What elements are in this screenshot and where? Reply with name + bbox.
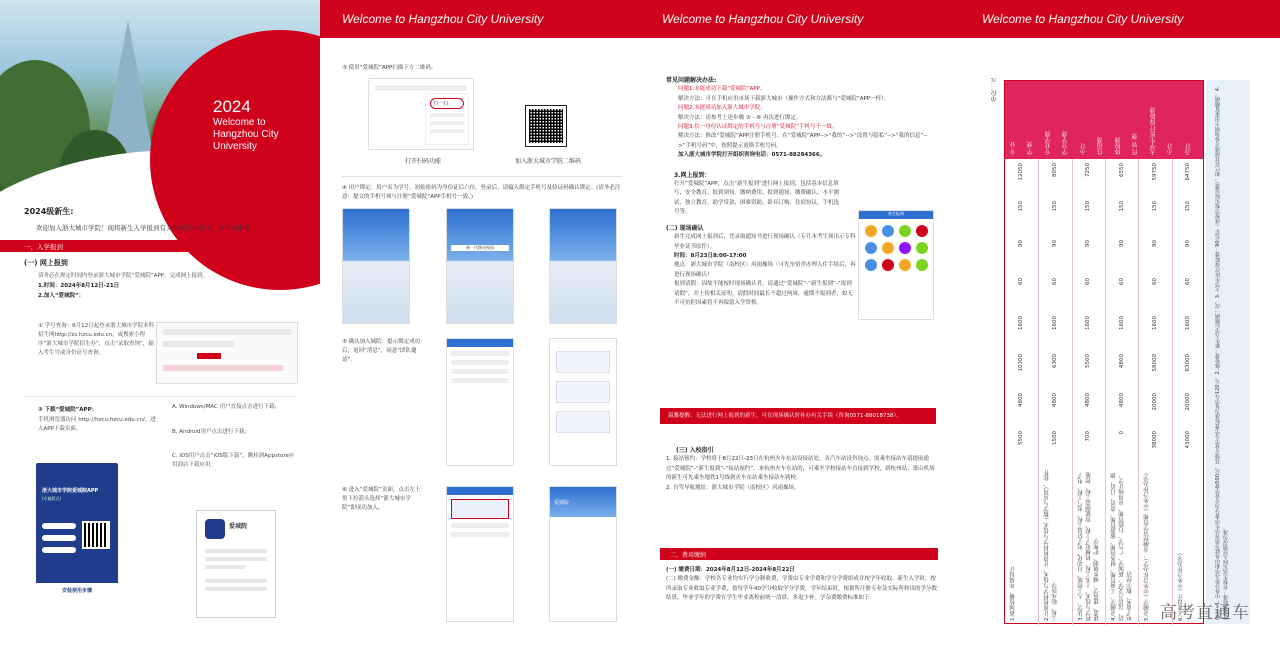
- panel-header: Welcome to Hangzhou City University: [640, 0, 960, 38]
- registration-time: 1.时间：2024年8月12日-21日: [38, 283, 120, 289]
- faq-title: 常见问题解决办法:: [666, 77, 717, 84]
- nav-text: 2. 自驾导航地址：浙大城市学院（南校区）风雨操场。: [666, 484, 800, 491]
- fee-cell: 150: [1017, 201, 1024, 212]
- fee-header-8: 大学生医疗保险费: [1149, 107, 1157, 155]
- faq-q1: 问题1.未能成功下载“爱城院”APP。: [678, 86, 766, 93]
- fee-cell: 150: [1151, 201, 1158, 212]
- fee-cell: 1600: [1017, 316, 1024, 330]
- fee-date: (一) 缴费日期：2024年8月12日-2024年8月22日: [666, 567, 795, 573]
- android-download-button[interactable]: [42, 535, 76, 541]
- online-registration-text: 请务必在规定时间内登录浙大城市学院“爱城院”APP，完成网上报到。: [38, 273, 209, 279]
- panel-app-steps: [320, 0, 640, 651]
- fee-cell: 60: [1085, 277, 1092, 285]
- caption-qr: 加入浙大城市学院二维码: [514, 158, 581, 165]
- bind-screenshot: [446, 208, 514, 324]
- fee-notes: [1206, 80, 1250, 624]
- onsite-time: 时间：8月23日8:00-17:00: [674, 252, 747, 259]
- step2-text: 手机浏览器访问 http://hzcu.hzcu.edu.cn/，进入APP下载页面。: [38, 417, 156, 432]
- fee-cell: 4800: [1085, 392, 1092, 407]
- fee-cell: 150: [1185, 201, 1192, 212]
- message-screenshot: [446, 338, 514, 466]
- fee-cell: 0: [1118, 430, 1125, 435]
- fee-cell: 12050: [1017, 163, 1024, 181]
- app-logo-icon: [205, 519, 225, 539]
- onsite-place: 地点：浙大城市学院（南校区）风雨操场（可先至宿舍办理入住手续后，再进行现场确认）: [674, 262, 856, 278]
- windows-download-button[interactable]: [42, 523, 76, 529]
- hero-line-2: Hangzhou City: [213, 129, 279, 140]
- app-banner: 新一代移动校园: [451, 245, 509, 251]
- fee-cell: 10300: [1017, 354, 1024, 372]
- faq-a2: 解决方法：请参考上述步骤 ③ - ⑥ 再次进行绑定。: [678, 114, 802, 121]
- fee-header-10: 合计: [1184, 143, 1192, 155]
- online-reg-text: 打开“爱城院”APP，点击“新生报到”进行网上报到，包括基本信息填写、安全教育、报到须知、缴纳费用、报到通知、缴费确认、水平测试、独立教育、助学贷款、困难资助、卧具订购、住宿协议、手机选号等。: [674, 181, 840, 216]
- fee-cell: 6300: [1051, 354, 1058, 369]
- panel-cover: [0, 0, 320, 651]
- campus-screenshot: [549, 208, 617, 324]
- scan-menu-screenshot: [368, 78, 474, 150]
- fee-cell: 38000: [1151, 430, 1158, 449]
- fee-cell: 1600: [1185, 316, 1192, 330]
- onsite-title: (二) 现场确认: [666, 224, 704, 232]
- fee-major: 5.金融学（中外合作办学）、金融经济学管理（中外合作办学）: [1144, 470, 1151, 621]
- step4-text: ④ 用户绑定：用户名为学号，初始密码为身份证后六位。登录后，请输入绑定手机号及验证码确认绑定。(请务必注意：提交的手机号须与注册“爱城院”APP手机号一致。): [342, 185, 621, 200]
- ios-download-button[interactable]: [42, 547, 76, 553]
- online-registration-title: (一) 网上报到: [24, 259, 68, 267]
- fee-row: [1138, 159, 1171, 625]
- app-store-screenshot: [196, 510, 276, 618]
- fee-header-4: 小计: [1079, 143, 1087, 155]
- app-store-name: 爱城院: [229, 523, 248, 530]
- step3-text: ③ 使用“爱城院”APP扫描下方二维码。: [342, 65, 437, 71]
- faq-a1: 解决方法：可在手机应用市场下载浙大城市（操作方式和方法都与“爱城院”APP一样）。: [678, 95, 890, 102]
- fee-cell: 150: [1051, 201, 1058, 212]
- fee-note-text: 备注：1. 中外合作办学和中外联合培养学生学费分为专业学费500元，其他专业学分学费标准为每学分120元。2. 体检费：新生入学后缴纳一次。3. 大学生医疗保险费：90元/年（或按学校实际交费），如已在其他地方参加则不用重复缴纳。4. 住宿费标准：在校生以实际入住情况为准。: [1215, 86, 1229, 620]
- faq-contact: 加入浙大城市学院打开组织咨询电话：0571-88284366。: [678, 152, 826, 159]
- os-ios: C. iOS用户点击“iOS版下载”，跳转到Appstore应用商店下载应用。: [172, 453, 295, 468]
- fee-cell: 5500: [1085, 354, 1092, 369]
- fee-cell: 90: [1051, 239, 1058, 247]
- fee-major: 4.金融学、工商管理、财务管理、旅游管理、英语、日语、德语、汉语言文学、新闻学、广告学、行政管理、应用统计学、电子商务、数字经济: [1111, 472, 1133, 621]
- panel-faq: [640, 0, 960, 651]
- fee-cell: 1600: [1151, 316, 1158, 330]
- login-screenshot: [342, 208, 410, 324]
- fee-cell: 1600: [1085, 316, 1092, 330]
- fee-header-5: 住宿费: [1097, 137, 1105, 155]
- fee-header-1: 学 费: [1027, 141, 1035, 155]
- fee-cell: 1500: [1051, 430, 1058, 445]
- fee-cell: 20000: [1185, 392, 1192, 410]
- app-menu-screenshot: [858, 210, 934, 320]
- fee-cell: 4800: [1118, 392, 1125, 407]
- fee-cell: 60: [1151, 277, 1158, 285]
- fee-row: [1005, 159, 1038, 625]
- fee-major: 2.计算机科学与技术、计算机科学与技术（数学与应用）、软件工程、临床医学: [1044, 470, 1059, 621]
- fee-cell: 90: [1085, 239, 1092, 247]
- app-download-card: [36, 463, 118, 613]
- hero-year: 2024: [213, 97, 251, 116]
- fee-cell: 90: [1118, 239, 1125, 247]
- switch-org-screenshot: [446, 486, 514, 622]
- scan-menu-item[interactable]: 扫一扫: [430, 98, 464, 109]
- fee-major: 3.法学、人工智能、自动化、电子信息工程、电气工程、电子科学与技术、土木工程、机械电子工程、智能制造工程、智能建造、建筑学、城乡规划、护理学: [1077, 472, 1100, 621]
- fee-cell: 150: [1118, 201, 1125, 212]
- fee-text: (二) 缴费金额：学校各专业均实行学分制收费，学费由专业学费和学分学费组成并按学年收取。新生入学时，按所录取专业收取专业学费，按每学年40学分收取学分学费。学年结束时，根据所注册专业及实际所修读的学分数结算，毕业学年的学费在学生毕业离校前统一清算，多退少补。学杂费缴费标准如下：: [666, 576, 938, 602]
- online-reg-title: 3.网上报到：: [674, 171, 711, 179]
- os-android: B. Android用户点击进行下载;: [172, 429, 247, 435]
- fee-cell: 8050: [1051, 163, 1058, 177]
- app-card-subtitle: (专属版式): [42, 496, 62, 501]
- fee-cell: 1600: [1118, 316, 1125, 330]
- home-app-label: 爱城院: [550, 487, 616, 517]
- fee-cell: 150: [1085, 201, 1092, 212]
- fee-cell: 63000: [1185, 354, 1192, 372]
- fee-header-0: 专 业: [1010, 141, 1017, 155]
- fee-cell: 90: [1017, 239, 1024, 247]
- fee-header-7: 代 管 费: [1132, 133, 1140, 155]
- fee-header-2: 专业学费: [1044, 131, 1052, 155]
- fee-cell: 60: [1118, 277, 1125, 285]
- fee-cell: 4800: [1017, 392, 1024, 407]
- fee-header-6: 体检费: [1114, 137, 1122, 155]
- fee-cell: 58000: [1151, 354, 1158, 372]
- fee-cell: 20000: [1151, 392, 1158, 410]
- fee-cell: 60: [1051, 277, 1058, 285]
- fee-header-9: 小计: [1167, 143, 1175, 155]
- fee-row: [1172, 159, 1205, 625]
- fee-cell: 59750: [1151, 163, 1158, 181]
- app-menu-title: 新生报到: [859, 211, 933, 219]
- section-registration: 一、入学报到: [0, 240, 320, 252]
- fee-cell: 4800: [1051, 392, 1058, 407]
- fee-cell: 60: [1185, 277, 1192, 285]
- join-qr-code: [526, 106, 566, 146]
- caption-scan: 打开扫码功能: [404, 158, 441, 165]
- install-steps-label: 安装使用步骤: [61, 588, 92, 594]
- fee-major: 6.工业设计（中外合作办学）: [1177, 549, 1184, 621]
- fee-cell: 64750: [1185, 163, 1192, 181]
- panel-header: Welcome to Hangzhou City University: [320, 0, 640, 38]
- step2-title: ② 下载“爱城院”APP：: [38, 407, 98, 413]
- step6-text: ⑥ 进入“爱城院”页面，点击左上角下拉箭头选择“浙大城市学院”即成功加入。: [342, 487, 421, 511]
- late-request-text: 报到请假：因故不能按时现场确认者，请通过“爱城院”-“新生报到”-“报到请假”，并上传相关证明。请假时间最长不超过两周，逾期不报到者，如无不可抗拒因素将不再保留入学资格。: [674, 281, 853, 306]
- fee-cell: 6550: [1118, 163, 1125, 177]
- fee-cell: 4800: [1118, 354, 1125, 369]
- fee-section-bar: 二、费用缴纳: [660, 548, 938, 560]
- guide-title: (三) 入校指引: [676, 447, 714, 454]
- fee-cell: 90: [1185, 239, 1192, 247]
- home-screenshot: [549, 486, 617, 622]
- panel-header: Welcome to Hangzhou City University: [960, 0, 1280, 38]
- qr-code-icon: [82, 521, 110, 549]
- fee-row: [1105, 159, 1138, 625]
- panel-fee-table: [960, 0, 1280, 651]
- fee-cell: 90: [1151, 239, 1158, 247]
- fee-header-3: 学分学费: [1062, 131, 1070, 155]
- fee-cell: 60: [1017, 277, 1024, 285]
- hero-line-3: University: [213, 141, 257, 152]
- fee-table: [1004, 80, 1204, 624]
- unit-label: 单位：元: [991, 78, 998, 102]
- onsite-text: 新生完成网上报到后，凭录取通知书进行现场确认（专升本考生须出示专科毕业证书原件）。: [674, 234, 856, 250]
- warning-box: 温馨提醒：无法进行网上报到的新生，可在现场确认时补办有关手续（咨询0571-88018738）。: [660, 408, 936, 424]
- faq-q2: 问题2.未能成功加入浙大城市学院。: [678, 105, 766, 112]
- hero-title: [213, 97, 279, 153]
- pickup-text: 1. 接站预约：学校将于8月22日-23日在杭州火车东站设接站处，各汽车站设咨询点。需乘坐接站车请提前通过“爱城院”-“新生报到”-“接站预约”，来杭州火车东站的，可乘坐学校接站车直接到学校，到杭州站、萧山机场的新生可先乘坐地铁1号线到火车东站乘坐接站车到校。: [666, 456, 935, 482]
- fee-major: 1.新闻传播、环境设计: [1010, 566, 1016, 621]
- fee-row: [1072, 159, 1105, 625]
- faq-q3: 问题3.信一身份认证绑定的手机号与注册“爱城院”手机号不一致。: [678, 124, 838, 131]
- step5-text: ⑤ 确认加入城院：提示绑定成功后，返回“消息”，同意“团队邀请”。: [342, 339, 421, 363]
- invite-screenshot: [549, 338, 617, 466]
- app-card-title: 浙大城市学院爱城院APP: [42, 488, 99, 494]
- hero-line-1: Welcome to: [213, 117, 266, 128]
- greeting-text: 欢迎加入浙大城市学院！现将新生入学报到有关事项告知如下，请予以准备。: [36, 224, 257, 232]
- fee-cell: 7250: [1085, 163, 1092, 177]
- join-app-title: 2.加入“爱城院”：: [38, 293, 85, 299]
- fee-cell: 5500: [1017, 430, 1024, 445]
- faq-a3: 解决方法：修改“爱城院”APP注册手机号。在“爱城院”APP-->“我的”-->“设置与隐私”-->“我的信息”-->“手机号码”中，按照提示更换手机号码。: [678, 133, 928, 149]
- os-windows-mac: A. Windows/MAC 用户直接点击进行下载;: [172, 404, 277, 410]
- fee-cell: 43000: [1185, 430, 1192, 449]
- step1-text: ① 学号查询：8月12日起登录浙大城市学院本科招生网http://zs.hzcu.edu.cn，或搜索小程序“浙大城市学院招生办”，点击“录取查询”，输入考生号或身份证号查询。: [38, 323, 155, 356]
- fee-cell: 1600: [1051, 316, 1058, 330]
- cover-content: [0, 200, 320, 301]
- fee-cell: 700: [1085, 430, 1092, 442]
- fee-row: [1038, 159, 1071, 625]
- greeting-title: 2024级新生:: [24, 207, 74, 216]
- watermark: 高考直通车: [1160, 603, 1250, 623]
- query-form-screenshot: [156, 322, 298, 384]
